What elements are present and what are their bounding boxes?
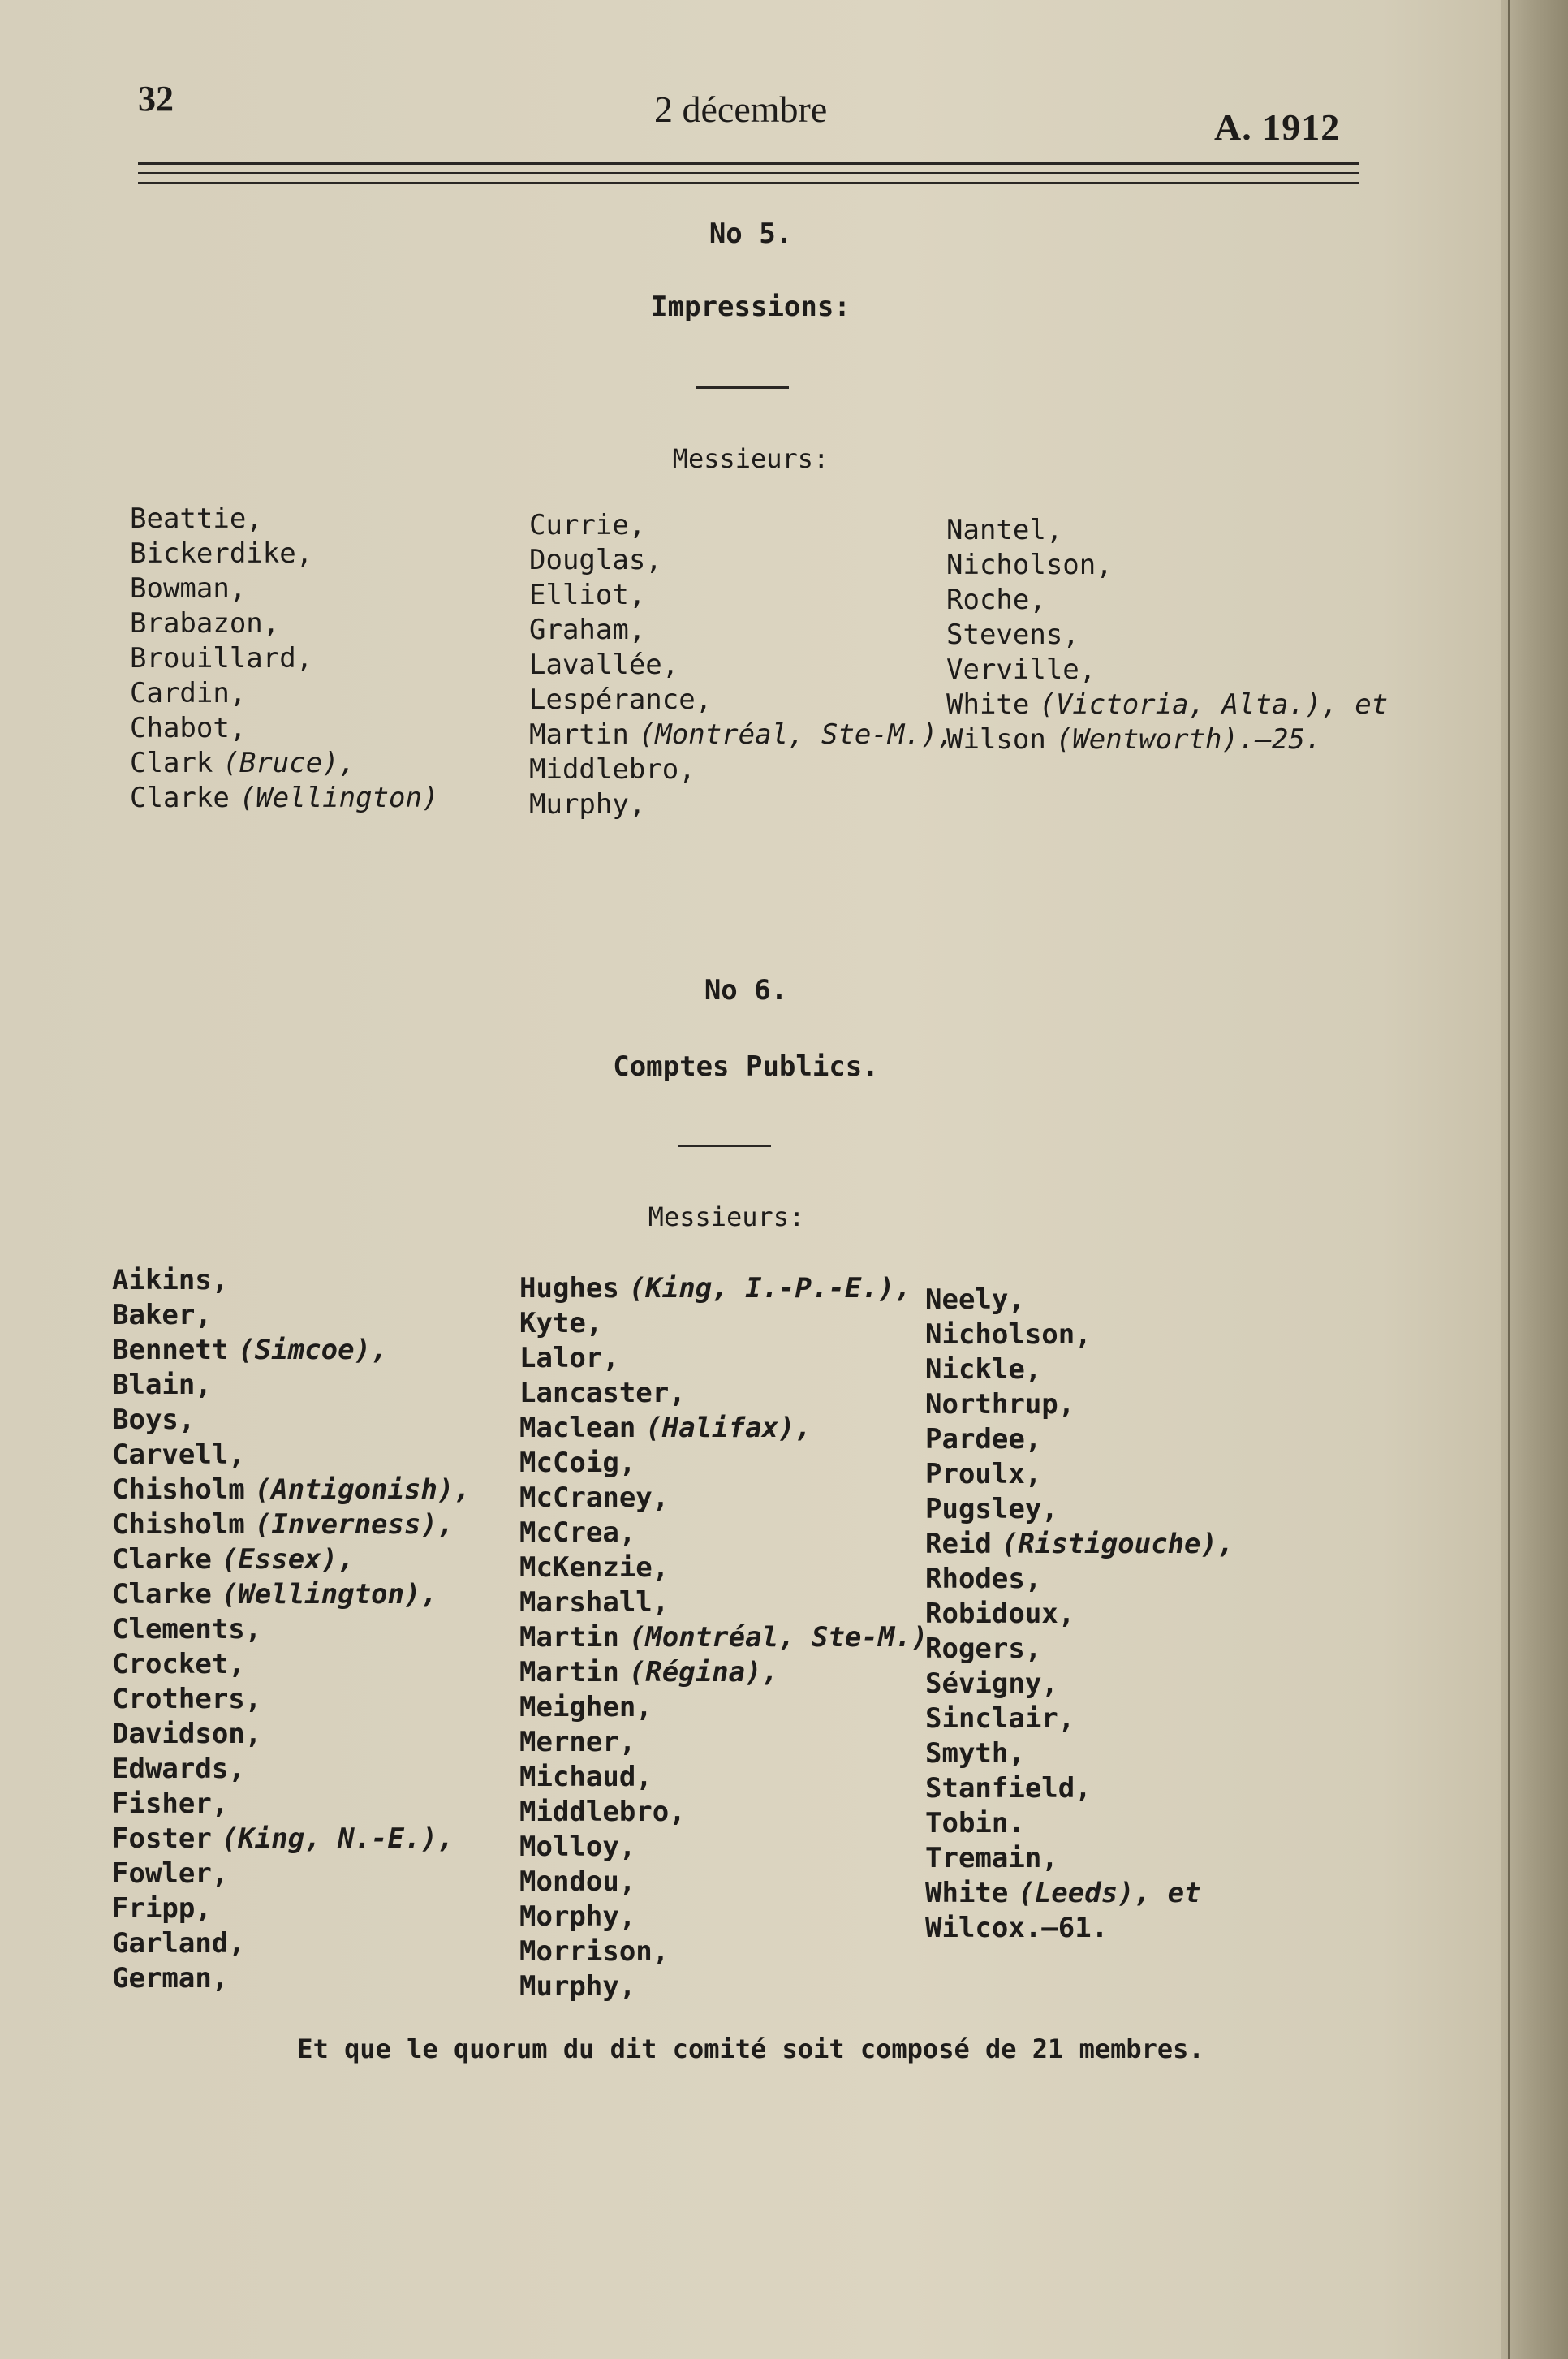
member-name: Lavallée, [529, 649, 679, 681]
member-name: Cardin, [130, 677, 247, 709]
member-entry [925, 1318, 1234, 1352]
member-entry [112, 1298, 471, 1333]
member-name: Lespérance, [529, 684, 713, 716]
member-entry [519, 1760, 928, 1795]
member-entry [946, 583, 1388, 618]
member-name: Bennett [112, 1334, 229, 1366]
member-riding: (Simcoe), [238, 1334, 388, 1366]
member-entry [519, 1934, 928, 1969]
running-head [0, 78, 1501, 148]
member-name: Wilson [946, 723, 1046, 756]
member-name: Molloy, [519, 1831, 636, 1863]
member-entry [925, 1597, 1234, 1632]
header-rule-thin [138, 172, 1359, 174]
member-name: Foster [112, 1822, 212, 1855]
member-entry [925, 1492, 1234, 1527]
member-entry [112, 1542, 471, 1577]
member-name: Lalor, [519, 1342, 619, 1374]
member-entry [529, 613, 954, 648]
member-entry [519, 1481, 928, 1516]
member-entry [519, 1585, 928, 1620]
member-name: Nickle, [925, 1353, 1042, 1386]
member-name: Murphy, [519, 1970, 636, 2003]
member-entry [519, 1655, 928, 1690]
member-name: Morrison, [519, 1935, 670, 1968]
member-entry [112, 1263, 471, 1298]
header-date: 2 décembre [654, 88, 828, 130]
member-name: Elliot, [529, 579, 646, 611]
member-name: German, [112, 1962, 229, 1995]
member-name: Martin [519, 1621, 619, 1654]
member-entry [529, 683, 954, 718]
member-entry [130, 781, 438, 816]
member-name: Rogers, [925, 1632, 1042, 1665]
member-entry [519, 1411, 928, 1446]
member-riding: (Ristigouche), [1001, 1528, 1234, 1560]
member-entry [529, 578, 954, 613]
member-name: Bowman, [130, 572, 247, 605]
member-column-2 [529, 508, 954, 822]
member-entry [130, 641, 438, 676]
member-riding: (Wellington) [239, 782, 439, 814]
member-name: Mondou, [519, 1865, 636, 1898]
member-column-1 [112, 1263, 471, 1996]
member-entry [112, 1473, 471, 1507]
member-entry [112, 1926, 471, 1961]
member-name: Pugsley, [925, 1493, 1058, 1525]
member-name: Wilcox.—61. [925, 1912, 1109, 1944]
member-entry [925, 1736, 1234, 1771]
member-name: Martin [529, 718, 629, 751]
member-entry [925, 1562, 1234, 1597]
member-entry [519, 1446, 928, 1481]
section-rule [696, 386, 789, 389]
member-entry [519, 1306, 928, 1341]
member-name: Sévigny, [925, 1667, 1058, 1700]
member-name: White [925, 1877, 1009, 1909]
member-name: Neely, [925, 1283, 1025, 1316]
member-name: Currie, [529, 509, 646, 541]
member-riding: (Inverness), [254, 1508, 454, 1541]
member-entry [925, 1283, 1234, 1318]
member-name: Roche, [946, 584, 1046, 616]
member-entry [946, 548, 1388, 583]
member-name: Boys, [112, 1404, 196, 1436]
member-riding: (Victoria, Alta.), et [1039, 688, 1389, 721]
member-name: Tobin. [925, 1807, 1025, 1839]
member-entry [112, 1612, 471, 1647]
member-name: Merner, [519, 1726, 636, 1758]
member-entry [925, 1387, 1234, 1422]
member-entry [946, 513, 1388, 548]
member-name: Marshall, [519, 1586, 670, 1619]
member-entry [112, 1822, 471, 1857]
member-entry [529, 787, 954, 822]
member-entry [519, 1690, 928, 1725]
member-entry [519, 1795, 928, 1830]
member-entry [925, 1911, 1234, 1946]
member-name: Brabazon, [130, 607, 280, 640]
member-name: Graham, [529, 614, 646, 646]
member-entry [519, 1620, 928, 1655]
member-entry [925, 1841, 1234, 1876]
member-column-2 [519, 1271, 928, 2004]
member-name: Bickerdike, [130, 537, 313, 570]
member-name: Michaud, [519, 1761, 653, 1793]
member-name: Martin [519, 1656, 619, 1688]
member-name: Clark [130, 747, 213, 779]
member-name: Chisholm [112, 1473, 245, 1506]
member-entry [925, 1527, 1234, 1562]
member-name: Stevens, [946, 619, 1079, 651]
member-riding: (Régina), [628, 1656, 779, 1688]
member-entry [112, 1961, 471, 1996]
member-name: Clarke [112, 1578, 212, 1611]
member-entry [519, 1830, 928, 1865]
member-name: Verville, [946, 653, 1096, 686]
member-entry [925, 1632, 1234, 1667]
header-rule [138, 162, 1359, 165]
member-name: Rhodes, [925, 1563, 1042, 1595]
member-name: Northrup, [925, 1388, 1075, 1421]
member-entry [130, 571, 438, 606]
member-name: Middlebro, [519, 1796, 686, 1828]
member-entry [519, 1341, 928, 1376]
member-entry [112, 1647, 471, 1682]
member-entry [529, 508, 954, 543]
member-name: Hughes [519, 1272, 619, 1305]
member-entry [112, 1891, 471, 1926]
member-name: Fowler, [112, 1857, 229, 1890]
member-column-3 [946, 513, 1388, 757]
member-entry [112, 1333, 471, 1368]
member-entry [130, 676, 438, 711]
member-riding: (King, N.-E.), [221, 1822, 454, 1855]
member-name: Sinclair, [925, 1702, 1075, 1735]
member-name: Morphy, [519, 1900, 636, 1933]
section-label: Messieurs: [648, 1201, 805, 1232]
quorum-note: Et que le quorum du dit comité soit composé de 21 membres. [297, 2033, 1204, 2064]
member-name: Blain, [112, 1369, 212, 1401]
member-name: Robidoux, [925, 1598, 1075, 1630]
member-entry [112, 1682, 471, 1717]
member-riding: (Wentworth).—25. [1055, 723, 1322, 756]
member-entry [946, 722, 1388, 757]
member-name: Meighen, [519, 1691, 653, 1723]
member-entry [946, 618, 1388, 653]
member-entry [925, 1457, 1234, 1492]
member-entry [519, 1516, 928, 1550]
member-name: Fripp, [112, 1892, 212, 1925]
member-entry [130, 537, 438, 571]
member-riding: (Essex), [221, 1543, 355, 1576]
member-riding: (Leeds), et [1018, 1877, 1201, 1909]
member-name: Nantel, [946, 514, 1063, 546]
member-entry [130, 502, 438, 537]
member-riding: (King, I.-P.-E.), [628, 1272, 911, 1305]
member-name: Fisher, [112, 1788, 229, 1820]
member-riding: (Montréal, Ste-M.), [638, 718, 954, 751]
member-name: McCrea, [519, 1516, 636, 1549]
member-entry [946, 653, 1388, 688]
member-entry [112, 1368, 471, 1403]
member-name: Stanfield, [925, 1772, 1092, 1805]
member-name: Clarke [130, 782, 230, 814]
member-name: Kyte, [519, 1307, 603, 1339]
member-name: Smyth, [925, 1737, 1025, 1770]
section-label: Messieurs: [672, 443, 829, 474]
member-name: Davidson, [112, 1718, 262, 1750]
member-name: White [946, 688, 1030, 721]
member-entry [925, 1771, 1234, 1806]
member-entry [925, 1701, 1234, 1736]
section-title: Impressions: [651, 291, 851, 323]
member-name: Crocket, [112, 1648, 245, 1680]
member-name: Middlebro, [529, 753, 696, 786]
member-name: McCraney, [519, 1481, 670, 1514]
member-entry [946, 688, 1388, 722]
member-name: Beattie, [130, 502, 263, 535]
member-column-1 [130, 502, 438, 816]
member-entry [925, 1806, 1234, 1841]
member-entry [519, 1865, 928, 1900]
member-name: Garland, [112, 1927, 245, 1960]
member-name: Murphy, [529, 788, 646, 821]
member-name: Crothers, [112, 1683, 262, 1715]
member-name: Reid [925, 1528, 992, 1560]
header-rule-lower [138, 182, 1359, 184]
member-name: Edwards, [112, 1753, 245, 1785]
header-year: A. 1912 [1214, 106, 1341, 148]
member-entry [519, 1969, 928, 2004]
member-entry [925, 1876, 1234, 1911]
member-entry [112, 1787, 471, 1822]
member-name: Brouillard, [130, 642, 313, 675]
member-name: Nicholson, [946, 549, 1113, 581]
page-number: 32 [138, 79, 174, 119]
member-entry [112, 1857, 471, 1891]
member-entry [112, 1717, 471, 1752]
member-name: Nicholson, [925, 1318, 1092, 1351]
member-name: Clements, [112, 1613, 262, 1645]
member-entry [925, 1667, 1234, 1701]
member-name: McCoig, [519, 1447, 636, 1479]
member-riding: (Halifax), [645, 1412, 812, 1444]
member-name: Chisholm [112, 1508, 245, 1541]
member-riding: (Wellington), [221, 1578, 437, 1611]
gutter-edge [1508, 0, 1510, 2359]
member-name: Pardee, [925, 1423, 1042, 1456]
member-name: Chabot, [130, 712, 247, 744]
member-entry [529, 718, 954, 753]
member-entry [112, 1507, 471, 1542]
member-entry [519, 1900, 928, 1934]
member-entry [112, 1403, 471, 1438]
member-entry [519, 1725, 928, 1760]
member-name: Maclean [519, 1412, 636, 1444]
member-entry [519, 1550, 928, 1585]
member-entry [529, 648, 954, 683]
member-entry [112, 1438, 471, 1473]
member-entry [529, 543, 954, 578]
member-name: Clarke [112, 1543, 212, 1576]
member-entry [519, 1271, 928, 1306]
section-title: Comptes Publics. [613, 1050, 879, 1083]
member-riding: (Antigonish), [254, 1473, 471, 1506]
member-entry [925, 1352, 1234, 1387]
member-name: Aikins, [112, 1264, 229, 1296]
member-entry [519, 1376, 928, 1411]
member-entry [112, 1752, 471, 1787]
member-name: Tremain, [925, 1842, 1058, 1874]
member-riding: (Bruce), [222, 747, 356, 779]
member-entry [112, 1577, 471, 1612]
section-rule [678, 1145, 771, 1147]
member-entry [529, 753, 954, 787]
member-name: Baker, [112, 1299, 212, 1331]
section-number: No 5. [709, 218, 793, 250]
section-number: No 6. [704, 974, 788, 1007]
member-name: Carvell, [112, 1438, 245, 1471]
member-column-3 [925, 1283, 1234, 1946]
member-entry [925, 1422, 1234, 1457]
member-entry [130, 711, 438, 746]
member-name: Lancaster, [519, 1377, 686, 1409]
member-entry [130, 746, 438, 781]
member-name: McKenzie, [519, 1551, 670, 1584]
book-gutter [1501, 0, 1568, 2359]
member-name: Douglas, [529, 544, 662, 576]
member-name: Proulx, [925, 1458, 1042, 1490]
member-riding: (Montréal, Ste-M.) [628, 1621, 928, 1654]
member-entry [130, 606, 438, 641]
